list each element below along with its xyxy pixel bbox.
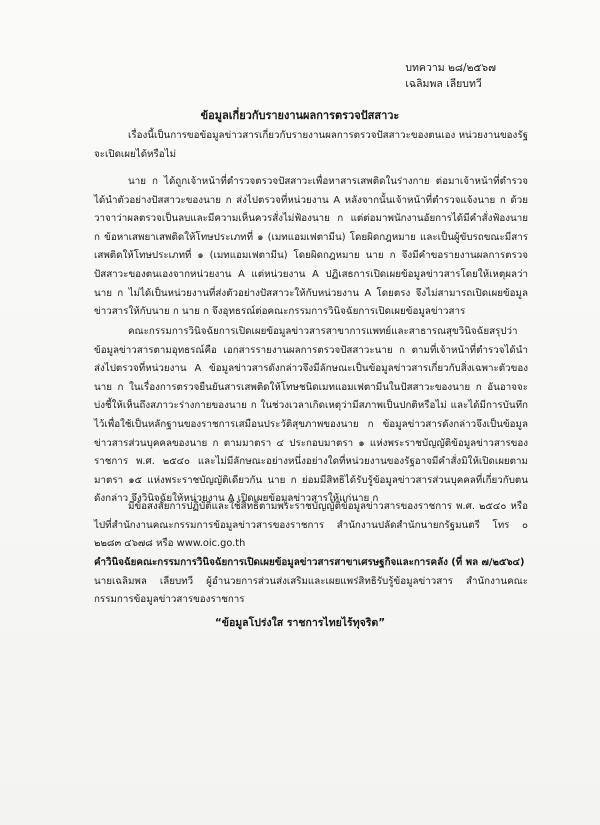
article-meta <box>405 60 496 92</box>
facts-section <box>94 173 528 322</box>
decision-section <box>94 323 528 509</box>
reference-section <box>94 554 528 610</box>
author-byline: นายเฉลิมพล เลียบทวี ผู้อำนวยการส่วนส่งเสริมและเผยแพร่สิทธิรับรู้ข้อมูลข่าวสาร สำนักงานคณะกรรมการข้อมูลข่าวสารของราชการ <box>94 575 528 606</box>
intro-section <box>94 127 528 164</box>
article-number: บทความ ๒๘/๒๕๖๗ <box>405 62 496 74</box>
facts-paragraph: นาย ก ได้ถูกเจ้าหน้าที่ตำรวจตรวจปัสสาวะเพื่อหาสารเสพติดในร่างกาย ต่อมาเจ้าหน้าที่ตำรวจได้นำตัวอย่างปัสสาวะของนาย ก ส่งไปตรวจที่หน่วยงาน A หลังจากนั้นเจ้าหน้าที่ตำรวจแจ้งนาย ก ด้วยวาจาว่าผลตรวจเป็นลบและมีความเห็นควรสั่งไม่ฟ้องนาย ก แต่ต่อมาพนักงานอัยการได้มีคำสั่งฟ้องนาย ก ข้อหาเสพยาเสพติดให้โทษประเภทที่ ๑ (เมทแอมเฟตามีน) โดยผิดกฎหมาย และเป็นผู้ขับรถขณะมีสารเสพติดให้โทษประเภทที่ ๑ (เมทแอมเฟตามีน) โดยผิดกฎหมาย นาย ก จึงมีคำขอรายงานผลการตรวจปัสสาวะของตนเองจากหน่วยงาน A แต่หน่วยงาน A ปฏิเสธการเปิดเผยข้อมูลข่าวสารโดยให้เหตุผลว่านาย ก ไม่ได้เป็นหน่วยงานที่ส่งตัวอย่างปัสสาวะให้กับหน่วยงาน A โดยตรง จึงไม่สามารถเปิดเผยข้อมูลข่าวสารให้กับนาย ก นาย ก จึงอุทธรณ์ต่อคณะกรรมการวินิจฉัยการเปิดเผยข้อมูลข่าวสาร <box>94 176 528 318</box>
motto: “ข้อมูลโปร่งใส ราชการไทยไร้ทุจริต” <box>214 617 386 629</box>
contact-paragraph: มีข้อสงสัยการปฏิบัติและใช้สิทธิตามพระราชบัญญัติข้อมูลข่าวสารของราชการ พ.ศ. ๒๕๔๐ หรือไปที่สำนักงานคณะกรรมการข้อมูลข่าวสารของราชการ สำนักงานปลัดสำนักนายกรัฐมนตรี โทร ๐ ๒๒๘๓ ๔๖๗๘ หรือ www.oic.go.th <box>94 501 528 550</box>
decision-paragraph: คณะกรรมการวินิจฉัยการเปิดเผยข้อมูลข่าวสารสาขาการแพทย์และสาธารณสุขวินิจฉัยสรุปว่า ข้อมูลข่าวสารตามอุทธรณ์คือ เอกสารรายงานผลการตรวจปัสสาวะนาย ก ตามที่เจ้าหน้าที่ตำรวจได้นำส่งไปตรวจที่หน่วยงาน A ข้อมูลข่าวสารดังกล่าวจึงมีลักษณะเป็นข้อมูลข่าวสารเกี่ยวกับสิ่งเฉพาะตัวของนาย ก ในเรื่องการตรวจยืนยันสารเสพติดให้โทษชนิดเมทแอมเฟตามีนในปัสสาวะของนาย ก อันอาจจะบ่งชี้ให้เห็นถึงสภาวะร่างกายของนาย ก ในช่วงเวลาเกิดเหตุว่ามีสภาพเป็นปกติหรือไม่ และได้มีการบันทึกไว้เพื่อใช้เป็นหลักฐานของราชการเสมือนประวัติสุขภาพของนาย ก ข้อมูลข่าวสารดังกล่าวจึงเป็นข้อมูลข่าวสารส่วนบุคคลของนาย ก ตามมาตรา ๔ ประกอบมาตรา ๑ แห่งพระราชบัญญัติข้อมูลข่าวสารของราชการ พ.ศ. ๒๕๔๐ และไม่มีลักษณะอย่างหนึ่งอย่างใดที่หน่วยงานของรัฐอาจมีคำสั่งมิให้เปิดเผยตามมาตรา ๑๕ แห่งพระราชบัญญัติเดียวกัน นาย ก ย่อมมีสิทธิได้รับรู้ข้อมูลข่าวสารส่วนบุคคลที่เกี่ยวกับตนดังกล่าว จึงวินิจฉัยให้หน่วยงาน A เปิดเผยข้อมูลข่าวสารให้แก่นาย ก <box>94 326 528 505</box>
contact-section <box>94 498 528 554</box>
intro-paragraph: เรื่องนี้เป็นการขอข้อมูลข่าวสารเกี่ยวกับรายงานผลการตรวจปัสสาวะของตนเอง หน่วยงานของรัฐจะเปิดเผยได้หรือไม่ <box>94 130 528 160</box>
ruling-reference: คำวินิจฉัยคณะกรรมการวินิจฉัยการเปิดเผยข้อมูลข่าวสารสาขาเศรษฐกิจและการคลัง (ที่ พล ๗/๒๕๖๔) <box>94 557 525 568</box>
document-title: ข้อมูลเกี่ยวกับรายงานผลการตรวจปัสสาวะ <box>200 109 400 122</box>
article-author: เฉลิมพล เลียบทวี <box>405 78 482 90</box>
